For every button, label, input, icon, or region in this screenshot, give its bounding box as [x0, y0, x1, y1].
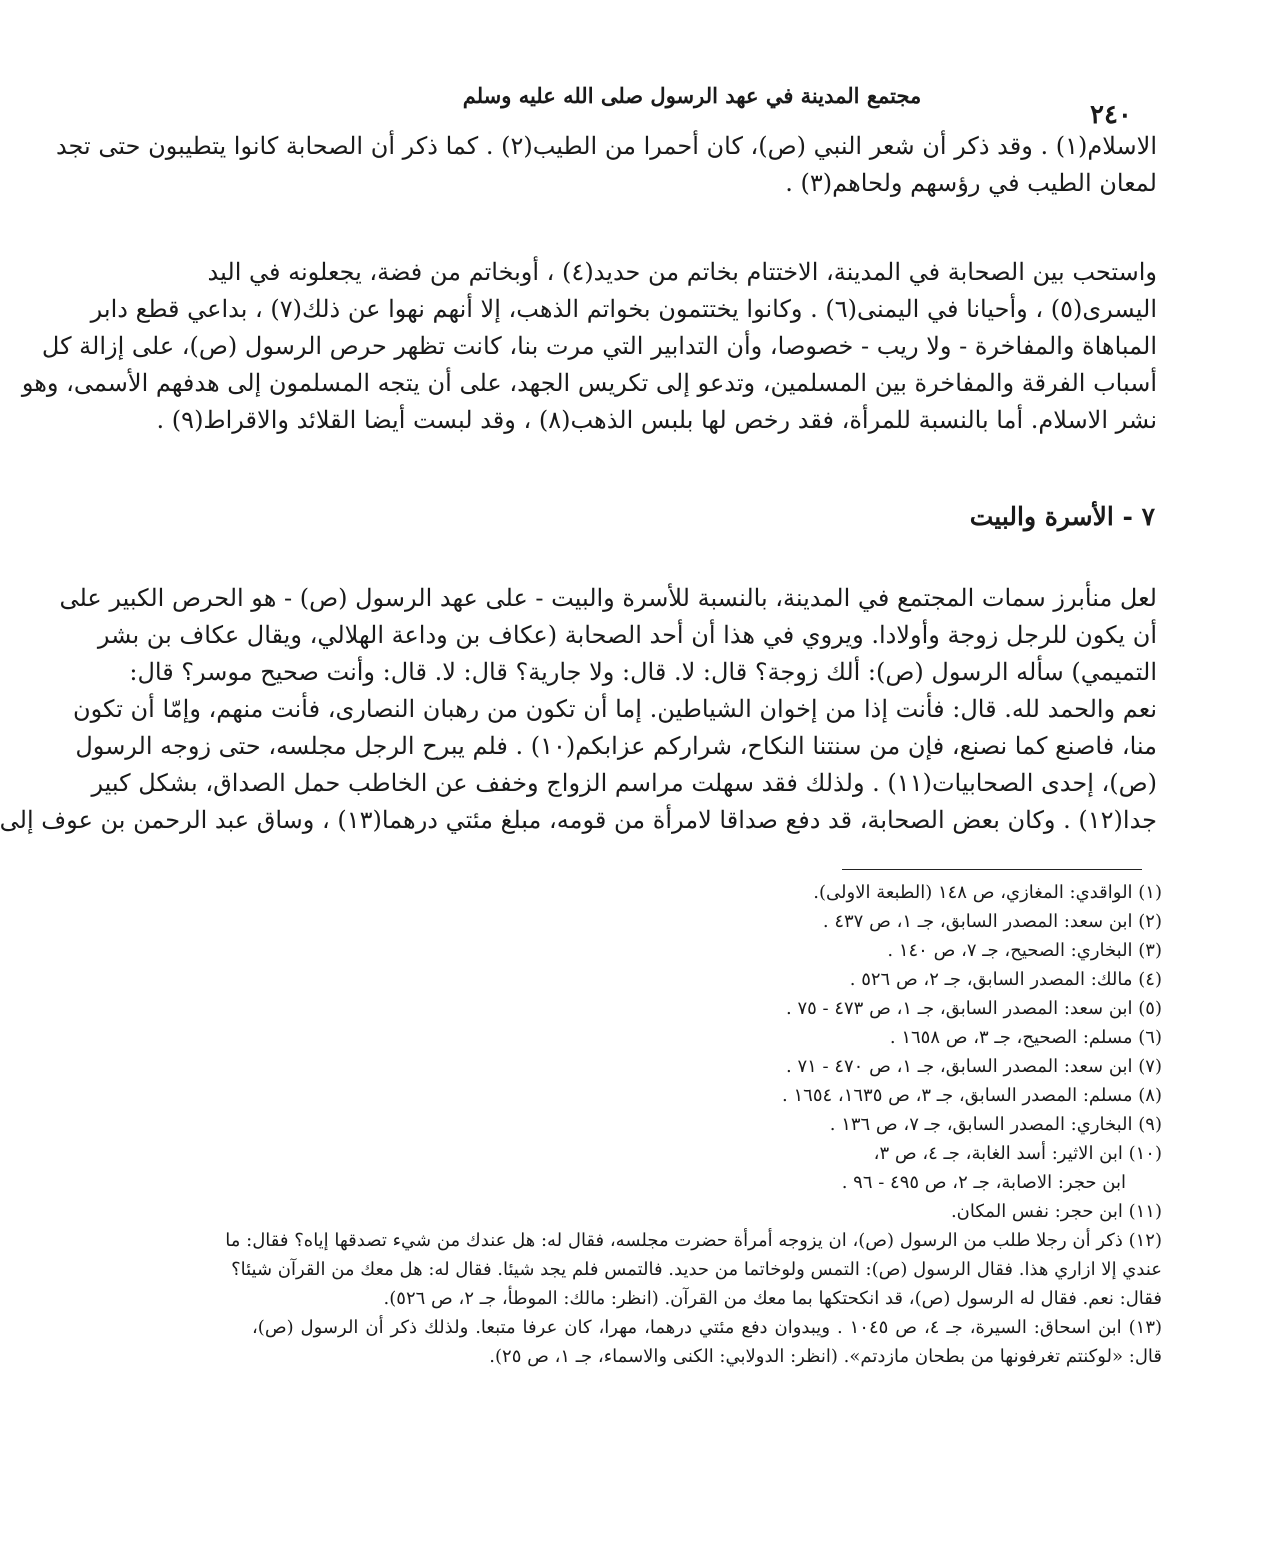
paragraph-1	[55, 128, 1157, 202]
text-line: نعم والحمد لله. قال: فأنت إذا من إخوان الشياطين. إما أن تكون من رهبان النصارى، فأنت منهم، وإمّا أن تكون	[72, 695, 1157, 723]
footnote-1: (١) الواقدي: المغازي، ص ١٤٨ (الطبعة الاولى).	[813, 882, 1162, 903]
text-line: منا، فاصنع كما نصنع، فإن من سنتنا النكاح، شراركم عزابكم(١٠) . فلم يبرح الرجل مجلسه، حتى زوجه الرسول	[75, 732, 1157, 760]
footnote-4: (٤) مالك: المصدر السابق، جـ ٢، ص ٥٢٦ .	[849, 969, 1162, 990]
paragraph-2	[21, 254, 1157, 439]
text-line: واستحب بين الصحابة في المدينة، الاختتام بخاتم من حديد(٤) ، أوبخاتم من فضة، يجعلونه في اليد	[207, 258, 1157, 286]
footnote-13	[252, 1313, 1162, 1371]
footnote-10: (١٠) ابن الاثير: أسد الغابة، جـ ٤، ص ٣،	[873, 1143, 1162, 1164]
text-line: نشر الاسلام. أما بالنسبة للمرأة، فقد رخص لها بلبس الذهب(٨) ، وقد لبست أيضا القلائد والاقراط(٩) .	[156, 406, 1157, 434]
text-line: أسباب الفرقة والمفاخرة بين المسلمين، وتدعو إلى تكريس الجهد، على أن يتجه المسلمون إلى هدفهم الأسمى، وهو	[21, 369, 1157, 397]
text-line: الاسلام(١) . وقد ذكر أن شعر النبي (ص)، كان أحمرا من الطيب(٢) . كما ذكر أن الصحابة كانوا يتطيبون حتى تجد	[55, 132, 1157, 160]
footnote-divider	[842, 869, 1142, 870]
footnote-10-continued: ابن حجر: الاصابة، جـ ٢، ص ٤٩٥ - ٩٦ .	[841, 1172, 1126, 1193]
text-line: التميمي) سأله الرسول (ص): ألك زوجة؟ قال: لا. قال: ولا جارية؟ قال: لا. قال: وأنت صحيح موسر؟ قال:	[129, 658, 1157, 686]
footnote-line: (١٣) ابن اسحاق: السيرة، جـ ٤، ص ١٠٤٥ . ويبدوان دفع مئتي درهما، مهرا، كان عرفا متبعا. ولذلك ذكر أن الرسول (ص)،	[252, 1317, 1163, 1338]
text-line: (ص)، إحدى الصحابيات(١١) . ولذلك فقد سهلت مراسم الزواج وخفف عن الخاطب حمل الصداق، بشكل كبير	[91, 769, 1157, 797]
footnotes	[225, 878, 1163, 1371]
text-line: لعل منأبرز سمات المجتمع في المدينة، بالنسبة للأسرة والبيت - على عهد الرسول (ص) - هو الحرص الكبير على	[59, 584, 1157, 612]
footnote-line: فقال: نعم. فقال له الرسول (ص)، قد انكحتكها بما معك من القرآن. (انظر: مالك: الموطأ، جـ ٢، ص ٥٢٦).	[383, 1288, 1162, 1309]
footnote-8: (٨) مسلم: المصدر السابق، جـ ٣، ص ١٦٣٥، ١٦٥٤ .	[782, 1085, 1162, 1106]
footnote-7: (٧) ابن سعد: المصدر السابق، جـ ١، ص ٤٧٠ - ٧١ .	[786, 1056, 1162, 1077]
footnote-line: عندي إلا ازاري هذا. فقال الرسول (ص): التمس ولوخاتما من حديد. فالتمس فلم يجد شيئا. فقال له: هل معك من القرآن شيئا؟	[231, 1259, 1162, 1280]
section-heading: ٧ - الأسرة والبيت	[969, 502, 1155, 531]
footnote-2: (٢) ابن سعد: المصدر السابق، جـ ١، ص ٤٣٧ .	[822, 911, 1162, 932]
paragraph-3	[0, 580, 1157, 839]
running-title: مجتمع المدينة في عهد الرسول صلى الله عليه وسلم	[462, 83, 922, 108]
footnote-line: قال: «لوكنتم تغرفونها من بطحان مازدتم». (انظر: الدولابي: الكنى والاسماء، جـ ١، ص ٢٥).	[489, 1346, 1162, 1367]
text-line: لمعان الطيب في رؤسهم ولحاهم(٣) .	[785, 169, 1157, 197]
footnote-5: (٥) ابن سعد: المصدر السابق، جـ ١، ص ٤٧٣ - ٧٥ .	[786, 998, 1162, 1019]
text-line: المباهاة والمفاخرة - ولا ريب - خصوصا، وأن التدابير التي مرت بنا، كانت تظهر حرص الرسول (ص)، على إزالة كل	[41, 332, 1157, 360]
footnote-3: (٣) البخاري: الصحيح، جـ ٧، ص ١٤٠ .	[887, 940, 1162, 961]
footnote-line: (١٢) ذكر أن رجلا طلب من الرسول (ص)، ان يزوجه أمرأة حضرت مجلسه، فقال له: هل عندك من شيء تصدقها إياه؟ فقال: ما	[225, 1230, 1162, 1251]
text-line: اليسرى(٥) ، وأحيانا في اليمنى(٦) . وكانوا يختتمون بخواتم الذهب، إلا أنهم نهوا عن ذلك(٧) ، بداعي قطع دابر	[90, 295, 1157, 323]
footnote-9: (٩) البخاري: المصدر السابق، جـ ٧، ص ١٣٦ .	[829, 1114, 1162, 1135]
footnote-11: (١١) ابن حجر: نفس المكان.	[950, 1201, 1162, 1222]
footnote-6: (٦) مسلم: الصحيح، جـ ٣، ص ١٦٥٨ .	[889, 1027, 1162, 1048]
text-line: أن يكون للرجل زوجة وأولادا. ويروي في هذا أن أحد الصحابة (عكاف بن وداعة الهلالي، ويقال عكاف بن بشر	[97, 621, 1157, 649]
page-number: ٢٤٠	[1090, 100, 1132, 130]
text-line: جدا(١٢) . وكان بعض الصحابة، قد دفع صداقا لامرأة من قومه، مبلغ مئتي درهما(١٣) ، وساق عبد الرحمن بن عوف إلى	[0, 806, 1157, 834]
footnote-12	[225, 1226, 1162, 1313]
